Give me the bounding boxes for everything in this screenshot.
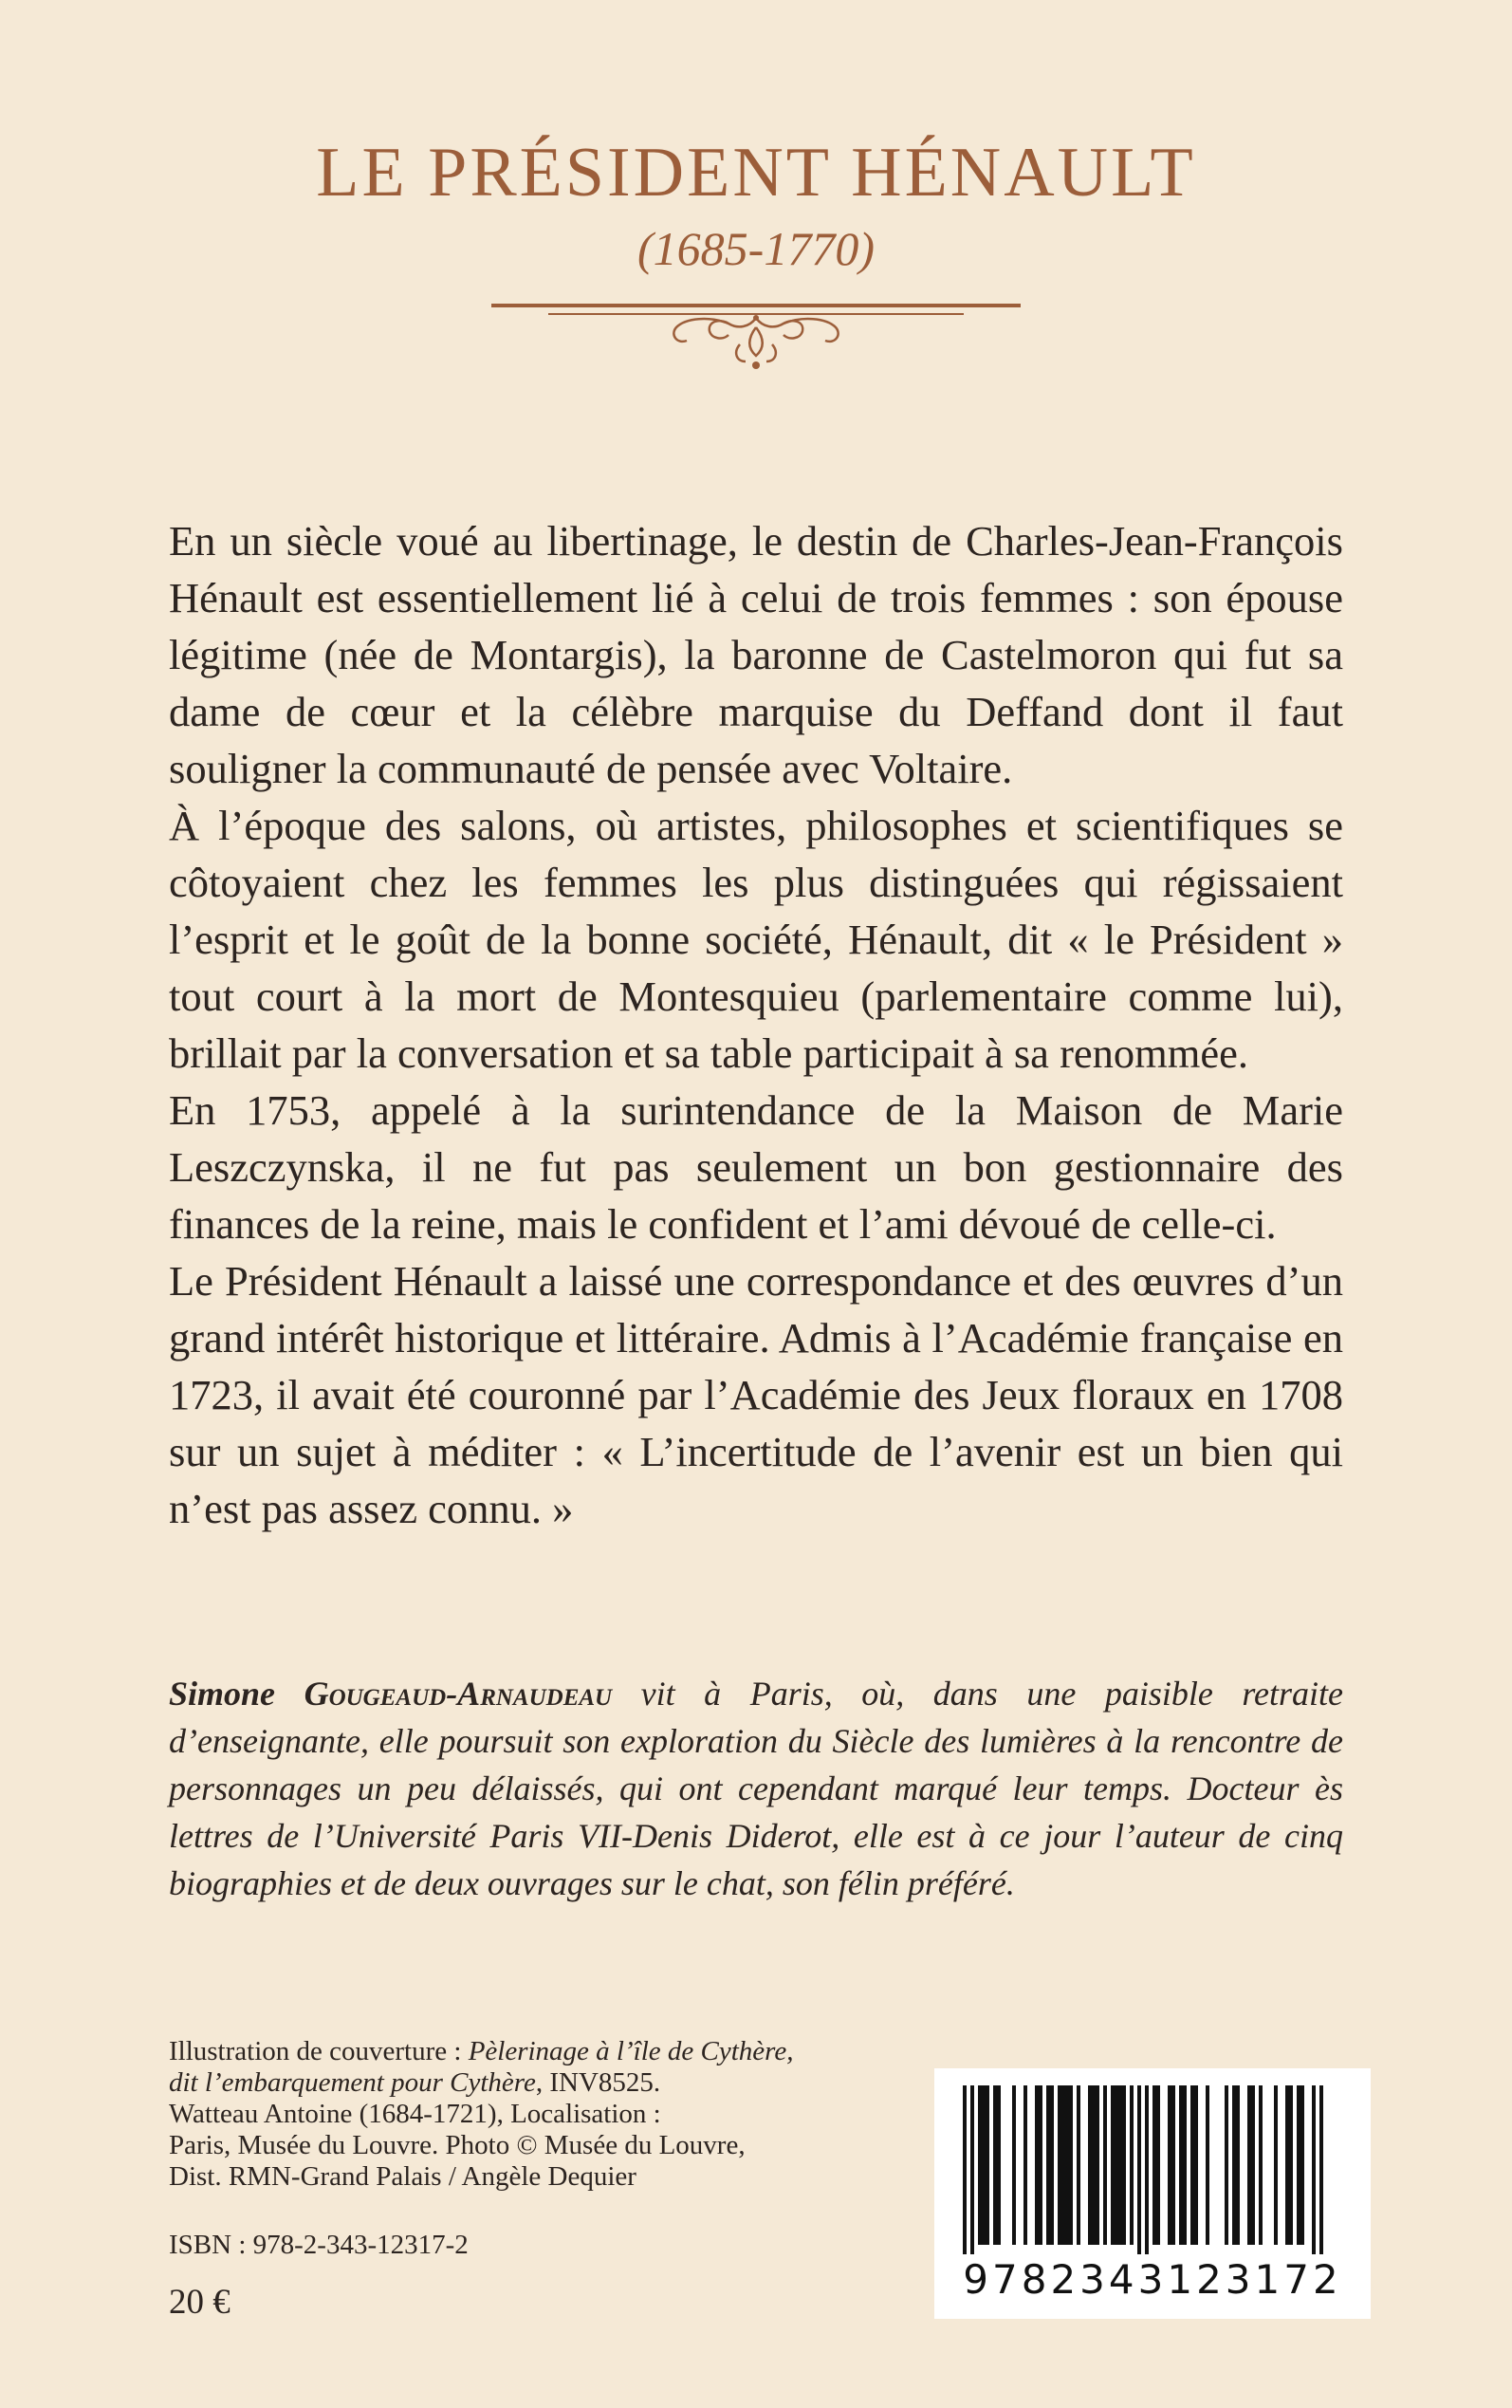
barcode-bar (970, 2085, 974, 2254)
illustration-credits (169, 2036, 794, 2193)
artwork-inventory: , INV8525. (535, 2067, 661, 2098)
barcode-bar (1069, 2085, 1073, 2245)
credits-label: Illustration de couverture : (169, 2036, 462, 2066)
back-cover-summary (169, 512, 1343, 1537)
barcode-bar (1035, 2085, 1039, 2245)
barcode-bar (1145, 2085, 1149, 2254)
barcode-bar (1285, 2085, 1289, 2245)
barcode-bar (1206, 2085, 1209, 2245)
barcode-bar (1046, 2085, 1050, 2245)
barcode-bar (1259, 2085, 1263, 2245)
summary-paragraph: Le Président Hénault a laissé une correspondance et des œuvres d’un grand intérêt historique et littéraire. Admis à l’Académie française en 1723, il avait été couronné par l’Académie des Jeux floraux en 1708 sur un sujet à méditer : « L’incertitude de l’avenir est un bien qui n’est pas assez connu. » (169, 1257, 1343, 1532)
barcode-bar (1050, 2085, 1054, 2245)
barcode-bar (1061, 2085, 1065, 2245)
barcode-bar (1115, 2085, 1118, 2245)
barcode-bar (1236, 2085, 1240, 2245)
barcode-bar (1190, 2085, 1194, 2245)
barcode-bar (1171, 2085, 1175, 2245)
barcode-bar (1065, 2085, 1069, 2245)
barcode (934, 2068, 1371, 2319)
barcode-bar (997, 2085, 1001, 2245)
barcode-number: 9782343123172 (963, 2256, 1342, 2303)
barcode-bar (1225, 2085, 1228, 2245)
barcode-bar (1023, 2085, 1027, 2245)
barcode-bar (1077, 2085, 1080, 2245)
barcode-bar (1297, 2085, 1300, 2245)
barcode-bar (1103, 2085, 1107, 2245)
credits-line-1 (169, 2036, 794, 2067)
barcode-bar (1289, 2085, 1293, 2245)
artwork-title-2: dit l’embarquement pour Cythère (169, 2067, 536, 2098)
credits-line-4: Paris, Musée du Louvre. Photo © Musée du Louvre, (169, 2130, 746, 2160)
barcode-bars (934, 2068, 1371, 2258)
summary-paragraph: À l’époque des salons, où artistes, philosophes et scientifiques se côtoyaient chez les femmes les plus distinguées qui régissaient l’esprit et le goût de la bonne société, Hénault, dit « le Président » tout court à la mort de Montesquieu (parlementaire comme lui), brillait par la conversation et sa table participait à sa renommée. (169, 802, 1343, 1077)
artwork-title-1: Pèlerinage à l’île de Cythère, (468, 2036, 794, 2066)
barcode-bar (1251, 2085, 1255, 2245)
book-dates: (1685-1770) (637, 222, 875, 275)
author-first-name: Simone (169, 1675, 276, 1713)
credits-line-3: Watteau Antoine (1684-1721), Localisation : (169, 2099, 661, 2129)
credits-line-2 (169, 2067, 719, 2099)
barcode-bar (1088, 2085, 1092, 2245)
barcode-bar (1168, 2085, 1171, 2245)
summary-paragraph: En 1753, appelé à la surintendance de la Maison de Marie Leszczynska, il ne fut pas seulement un bon gestionnaire des finances de la reine, mais le confident et l’ami dévoué de celle-ci. (169, 1086, 1343, 1248)
credits-line-5: Dist. RMN-Grand Palais / Angèle Dequier (169, 2161, 636, 2192)
ornament-divider (491, 289, 1021, 377)
barcode-bar (993, 2085, 997, 2245)
barcode-bar (1096, 2085, 1099, 2245)
isbn: ISBN : 978-2-343-12317-2 (169, 2230, 469, 2260)
barcode-bar (1111, 2085, 1115, 2245)
barcode-bar (1194, 2085, 1198, 2245)
author-bio-text: vit à Paris, où, dans une paisible retraite d’enseignante, elle poursuit son exploration du Siècle des lumières à la rencontre de personnages un peu délaissés, qui ont cependant marqué leur temps. Docteur ès lettres de l’Université Paris VII-Denis Diderot, elle est à ce jour l’auteur de cinq biographies et de deux ouvrages sur le chat, son félin préféré. (169, 1675, 1344, 1902)
author-name (169, 1675, 612, 1713)
barcode-bar (1118, 2085, 1122, 2245)
barcode-bar (1039, 2085, 1042, 2245)
barcode-bar (978, 2085, 982, 2245)
book-title: LE PRÉSIDENT HÉNAULT (316, 134, 1196, 212)
barcode-bar (1319, 2085, 1323, 2254)
barcode-bar (1012, 2085, 1016, 2245)
barcode-bar (1179, 2085, 1183, 2245)
barcode-bar (1274, 2085, 1278, 2245)
author-last-name: Gougeaud-Arnaudeau (304, 1675, 613, 1713)
summary-paragraph: En un siècle voué au libertinage, le destin de Charles-Jean-François Hénault est essentiellement lié à celui de trois femmes : son épouse légitime (née de Montargis), la baronne de Castelmoron qui fut sa dame de cœur et la célèbre marquise du Deffand dont il faut souligner la communauté de pensée avec Voltaire. (169, 517, 1343, 792)
barcode-bar (986, 2085, 989, 2245)
barcode-bar (1312, 2085, 1316, 2254)
author-bio (169, 1670, 1343, 1907)
barcode-bar (1300, 2085, 1304, 2245)
barcode-bar (1058, 2085, 1061, 2245)
barcode-bar (963, 2085, 967, 2254)
barcode-bar (982, 2085, 986, 2245)
barcode-bar (1247, 2085, 1251, 2245)
barcode-bar (1130, 2085, 1134, 2245)
barcode-bar (1137, 2085, 1141, 2254)
barcode-bar (1092, 2085, 1096, 2245)
price: 20 € (169, 2283, 230, 2322)
barcode-bar (1152, 2085, 1156, 2245)
barcode-bar (1156, 2085, 1160, 2245)
barcode-bar (1232, 2085, 1236, 2245)
barcode-bar (1122, 2085, 1126, 2245)
barcode-bar (1183, 2085, 1187, 2245)
